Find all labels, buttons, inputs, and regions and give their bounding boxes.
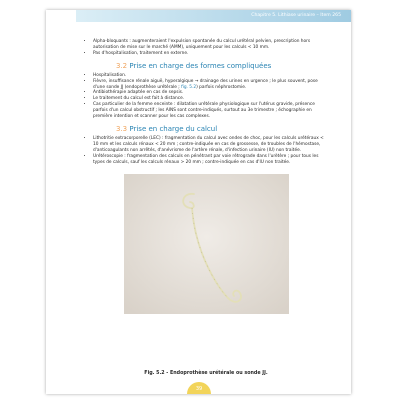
page-content <box>86 39 326 314</box>
list-item: • Lithotritie extracorporelle (LEC) : fragmentation du calcul avec ondes de choc, pour les calculs urétéraux < 10 mm et les calculs rénaux < 20 mm ; contre-indiquée en cas de grossesse, de troubles de l'hémostase, d'anticoagulants non arrêtés, d'anévrisme de l'artère rénale, d'infection urinaire (IU) non traitée. <box>93 136 326 154</box>
list-item: • Cas particulier de la femme enceinte : dilatation urétérale physiologique sur l'utérus gravide, présence parfois d'un calcul obstructif ; les AINS sont contre-indiqués, surtout au 3e trimestre ; échographie en première intention et scanner pour les cas complexes. <box>93 102 326 120</box>
intro-list <box>86 39 326 57</box>
list-item: • Hospitalisation. <box>93 73 326 79</box>
document-page <box>46 10 351 394</box>
list-item-text: Fièvre, insuffisance rénale aiguë, hyperalgique → drainage des urines en urgence ; le plus souvent, pose d'une sonde JJ (endoprothèse urétérale ; <box>93 78 318 90</box>
figure-caption: Fig. 5.2 - Endoprothèse urétérale ou sonde JJ. <box>144 371 268 376</box>
list-item: • Pas d'hospitalisation, traitement en externe. <box>93 51 326 57</box>
section-title: Prise en charge du calcul <box>129 124 218 133</box>
list-item <box>93 79 326 91</box>
section-heading-3-2 <box>116 62 326 71</box>
list-item: • Antibiothérapie adaptée en cas de sepsis. <box>93 90 326 96</box>
running-head: Chapitre 5. Lithiase urinaire – Item 265 <box>76 10 351 22</box>
complicated-forms-list <box>86 73 326 120</box>
section-number: 3.2 <box>116 61 128 70</box>
list-item: • Alpha-bloquants : augmenteraient l'expulsion spontanée du calcul urétéral pelvien, prescription hors autorisation de mise sur le marché (AMM), uniquement pour les calculs < 10 mm. <box>93 39 326 51</box>
jj-stent-photo <box>124 174 289 314</box>
page-number-tab: 39 <box>187 382 211 394</box>
section-number: 3.3 <box>116 124 128 133</box>
list-item: • Urétéroscopie : fragmentation des calculs en pénétrant par voie rétrograde dans l'urètère ; pour tous les types de calculs, sauf les calculs rénaux > 20 mm ; contre-indiquée en cas d'IU non traitée. <box>93 154 326 166</box>
figure-reference-link[interactable]: fig. 5.2 <box>181 84 197 90</box>
list-item-tail: ) parfois néphrostomie. <box>196 84 247 90</box>
section-heading-3-3 <box>116 125 326 134</box>
jj-stent-illustration <box>124 174 289 314</box>
list-item: • Le traitement du calcul est fait à distance. <box>93 96 326 102</box>
section-title: Prise en charge des formes compliquées <box>129 61 272 70</box>
stone-treatment-list <box>86 136 326 166</box>
